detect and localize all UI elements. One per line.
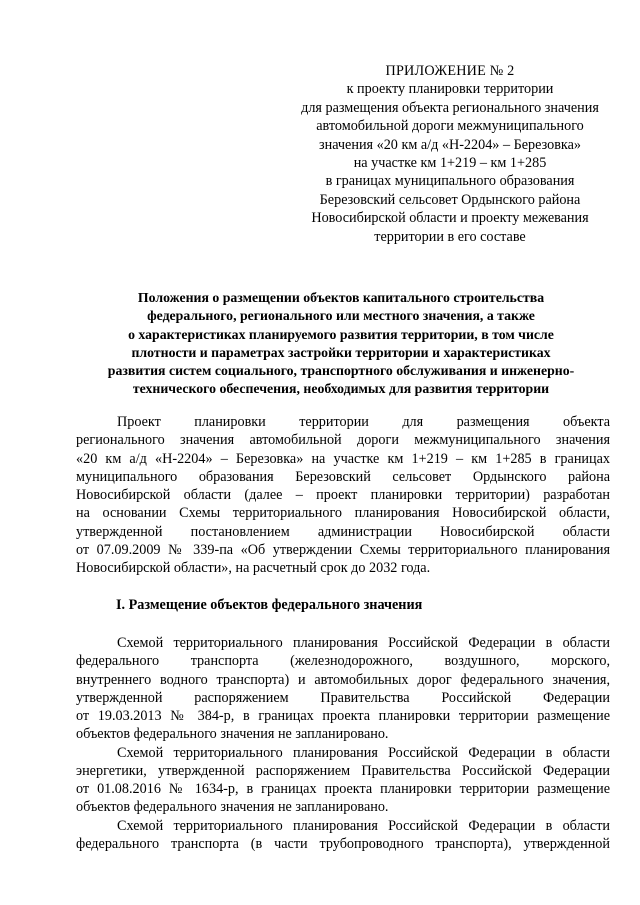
- appendix-line: Новосибирской области и проекту межевания: [311, 210, 589, 227]
- appendix-line: территории в его составе: [374, 228, 526, 245]
- appendix-line: Березовский сельсовет Ордынского района: [319, 191, 581, 208]
- paragraph-line: от 19.03.2013 № 384-р, в границах проекта планировки территории размещение: [76, 708, 610, 724]
- title-line: Положения о размещении объектов капитального строительства: [137, 290, 545, 305]
- pipeline-transport-paragraph: [76, 817, 610, 854]
- paragraph-line: Новосибирской области», на расчетный срок до 2032 года.: [76, 560, 431, 576]
- appendix-title: ПРИЛОЖЕНИЕ № 2: [385, 63, 515, 79]
- paragraph-line: объектов федерального значения не запланировано.: [76, 799, 389, 816]
- paragraph-line: федерального транспорта (железнодорожного, воздушного, морского,: [76, 653, 610, 670]
- appendix-line: на участке км 1+219 – км 1+285: [353, 155, 547, 172]
- federal-transport-paragraph: [76, 634, 610, 744]
- paragraph-line: Схемой территориального планирования Российской Федерации в области: [117, 744, 610, 761]
- paragraph-line: регионального значения автомобильной дороги межмуниципального значения: [76, 432, 610, 449]
- title-line: технического обеспечения, необходимых для развития территории: [132, 381, 550, 397]
- title-line: развития систем социального, транспортного обслуживания и инженерно-: [107, 363, 575, 379]
- paragraph-line: Схемой территориального планирования Российской Федерации в области: [117, 635, 610, 651]
- paragraph-line: объектов федерального значения не запланировано.: [76, 726, 389, 743]
- paragraph-line: от 01.08.2016 № 1634-р, в границах проекта планировки территории размещение: [76, 781, 610, 797]
- paragraph-line: на основании Схемы территориального планирования Новосибирской области,: [76, 505, 610, 522]
- paragraph-line: Схемой территориального планирования Российской Федерации в области: [117, 817, 610, 834]
- appendix-line: значения «20 км а/д «Н-2204» – Березовка»: [319, 136, 581, 153]
- appendix-line: для размещения объекта регионального значения: [301, 99, 599, 116]
- document-title: [86, 289, 596, 399]
- paragraph-line: утвержденной распоряжением Правительства Российской Федерации: [76, 689, 610, 706]
- paragraph-line: энергетики, утвержденной распоряжением Правительства Российской Федерации: [76, 762, 610, 779]
- appendix-line: в границах муниципального образования: [325, 173, 575, 190]
- intro-paragraph: [76, 413, 610, 577]
- paragraph-line: Новосибирской области (далее – проект планировки территории) разработан: [76, 487, 610, 503]
- title-line: плотности и параметрах застройки территории и характеристиках: [131, 344, 551, 360]
- paragraph-line: Проект планировки территории для размещения объекта: [117, 414, 610, 430]
- appendix-line: автомобильной дороги межмуниципального: [316, 118, 584, 135]
- paragraph-line: «20 км а/д «Н-2204» – Березовка» на участке км 1+219 – км 1+285 в границах: [76, 450, 610, 467]
- paragraph-line: утвержденной постановлением администрации Новосибирской области: [76, 523, 610, 540]
- title-line: федерального, регионального или местного значения, а также: [147, 308, 535, 324]
- paragraph-line: федерального транспорта (в части трубопроводного транспорта), утвержденной: [76, 835, 610, 852]
- paragraph-line: муниципального образования Березовский сельсовет Ордынского района: [76, 468, 610, 485]
- paragraph-line: от 07.09.2009 № 339-па «Об утверждении Схемы территориального планирования: [76, 541, 610, 558]
- paragraph-line: внутреннего водного транспорта) и автомобильных дорог федерального значения,: [76, 671, 610, 688]
- energy-paragraph: [76, 744, 610, 817]
- section-heading: I. Размещение объектов федерального значения: [116, 597, 423, 613]
- title-line: о характеристиках планируемого развития территории, в том числе: [128, 326, 554, 342]
- appendix-header: [268, 62, 632, 246]
- appendix-line: к проекту планировки территории: [346, 81, 554, 98]
